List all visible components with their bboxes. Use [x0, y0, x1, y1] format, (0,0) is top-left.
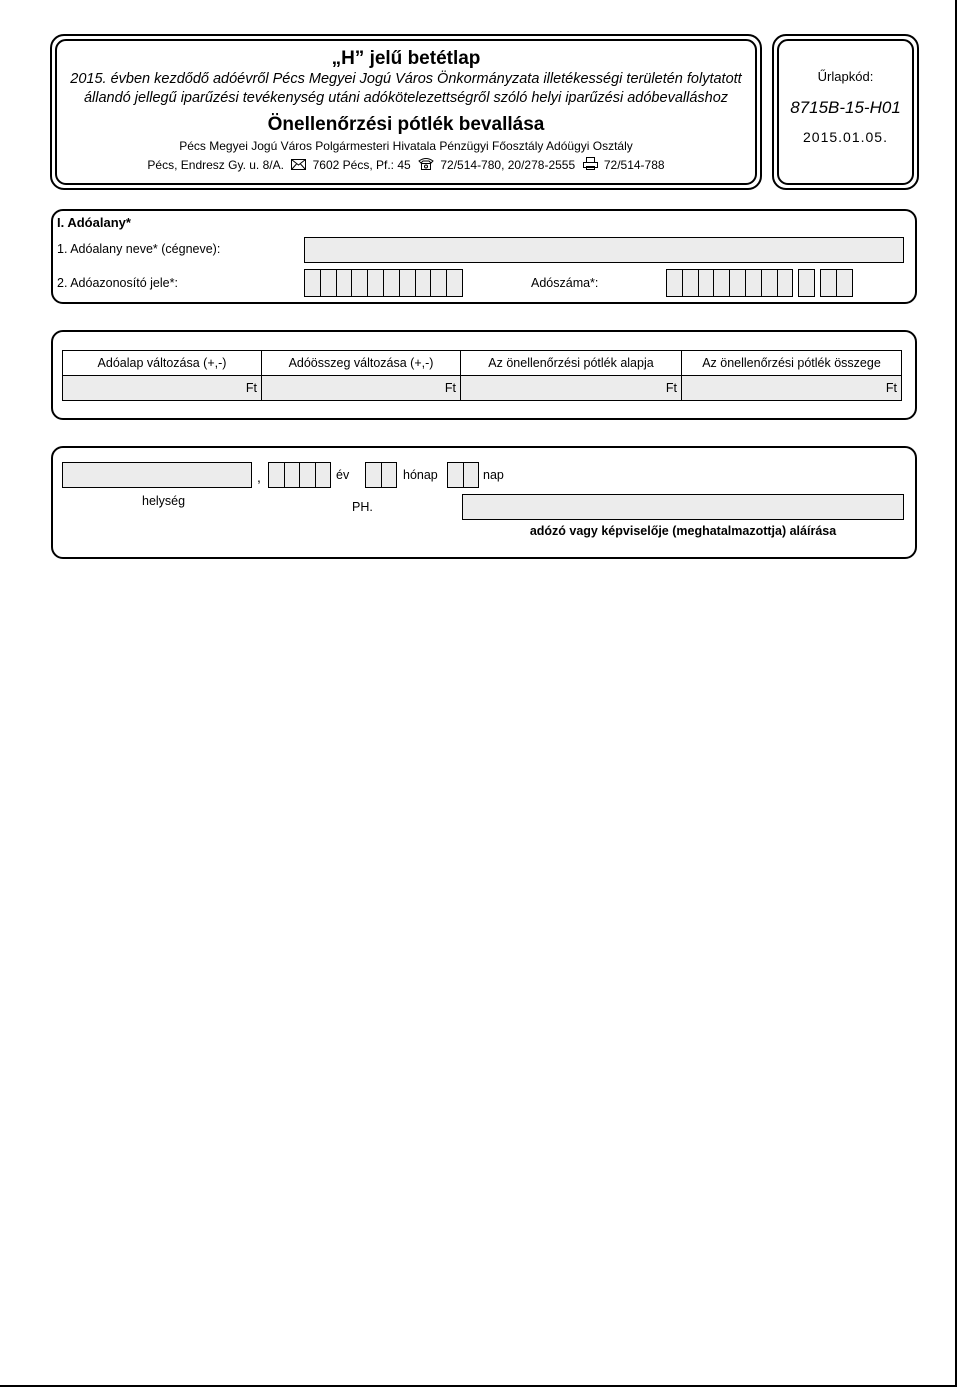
digit-cell[interactable] [698, 269, 715, 297]
main-title: Önellenőrzési pótlék bevallása [267, 114, 545, 135]
column-header-late-fee-amount: Az önellenőrzési pótlék összege [681, 350, 902, 376]
late-fee-base-input[interactable]: Ft [460, 375, 682, 401]
tax-amount-change-input[interactable]: Ft [261, 375, 461, 401]
form-code-value: 8715B-15-H01 [790, 98, 901, 117]
digit-cell[interactable] [761, 269, 778, 297]
digit-cell[interactable] [299, 462, 316, 488]
digit-cell[interactable] [446, 269, 463, 297]
digit-cell[interactable] [463, 462, 480, 488]
column-header-late-fee-base: Az önellenőrzési pótlék alapja [460, 350, 682, 376]
digit-cell[interactable] [713, 269, 730, 297]
form-code-label: Űrlapkód: [817, 69, 874, 84]
digit-cell[interactable] [381, 462, 398, 488]
digit-cell[interactable] [666, 269, 683, 297]
place-field[interactable] [62, 462, 252, 488]
tax-base-change-input[interactable]: Ft [62, 375, 262, 401]
address: Pécs, Endresz Gy. u. 8/A. [147, 158, 284, 172]
comma-separator: , [257, 469, 261, 485]
late-fee-amount-input[interactable]: Ft [681, 375, 902, 401]
digit-cell[interactable] [320, 269, 337, 297]
form-subtitle-line1: 2015. évben kezdődő adóévről Pécs Megyei Jogú Város Önkormányzata illetékességi területén folytatott [70, 71, 742, 87]
digit-cell[interactable] [745, 269, 762, 297]
fax-number: 72/514-788 [603, 158, 665, 172]
digit-cell[interactable] [383, 269, 400, 297]
form-subtitle-line2: állandó jellegű iparűzési tevékenység utáni adókötelezettségről szóló helyi iparűzési adóbevalláshoz [83, 90, 729, 106]
tax-id-label: 2. Adóazonosító jele*: [57, 276, 178, 290]
digit-cell[interactable] [777, 269, 794, 297]
office-name: Pécs Megyei Jogú Város Polgármesteri Hivatala Pénzügyi Főosztály Adóügyi Osztály [179, 139, 633, 153]
digit-cell[interactable] [365, 462, 382, 488]
digit-cell[interactable] [351, 269, 368, 297]
digit-cell[interactable] [315, 462, 332, 488]
digit-cell[interactable] [682, 269, 699, 297]
digit-cell[interactable] [836, 269, 853, 297]
contact-line [56, 157, 756, 173]
digit-cell[interactable] [268, 462, 285, 488]
day-label: nap [483, 468, 504, 482]
digit-cell[interactable] [399, 269, 416, 297]
signature-label: adózó vagy képviselője (meghatalmazottja) aláírása [529, 524, 837, 538]
tax-number-label: Adószáma*: [531, 276, 599, 290]
digit-cell[interactable] [820, 269, 837, 297]
digit-cell[interactable] [367, 269, 384, 297]
digit-cell[interactable] [447, 462, 464, 488]
digit-cell[interactable] [798, 269, 815, 297]
stamp-label: PH. [352, 500, 373, 514]
digit-cell[interactable] [284, 462, 301, 488]
digit-cell[interactable] [430, 269, 447, 297]
fax-icon [583, 157, 598, 173]
year-label: év [336, 468, 350, 482]
signature-field[interactable] [462, 494, 904, 520]
place-label: helység [142, 494, 186, 508]
form-code-date: 2015.01.05. [803, 129, 888, 145]
taxpayer-name-field[interactable] [304, 237, 904, 263]
section-heading: I. Adóalany* [57, 215, 131, 230]
envelope-icon [291, 159, 306, 173]
column-header-tax-base-change: Adóalap változása (+,-) [62, 350, 262, 376]
form-title: „H” jelű betétlap [331, 48, 481, 69]
column-header-tax-amount-change: Adóösszeg változása (+,-) [261, 350, 461, 376]
phone-numbers: 72/514-780, 20/278-2555 [440, 158, 576, 172]
digit-cell[interactable] [415, 269, 432, 297]
digit-cell[interactable] [729, 269, 746, 297]
digit-cell[interactable] [336, 269, 353, 297]
digit-cell[interactable] [304, 269, 321, 297]
phone-icon [418, 157, 434, 173]
taxpayer-name-label: 1. Adóalany neve* (cégneve): [57, 242, 221, 256]
postal-address: 7602 Pécs, Pf.: 45 [312, 158, 411, 172]
month-label: hónap [403, 468, 438, 482]
